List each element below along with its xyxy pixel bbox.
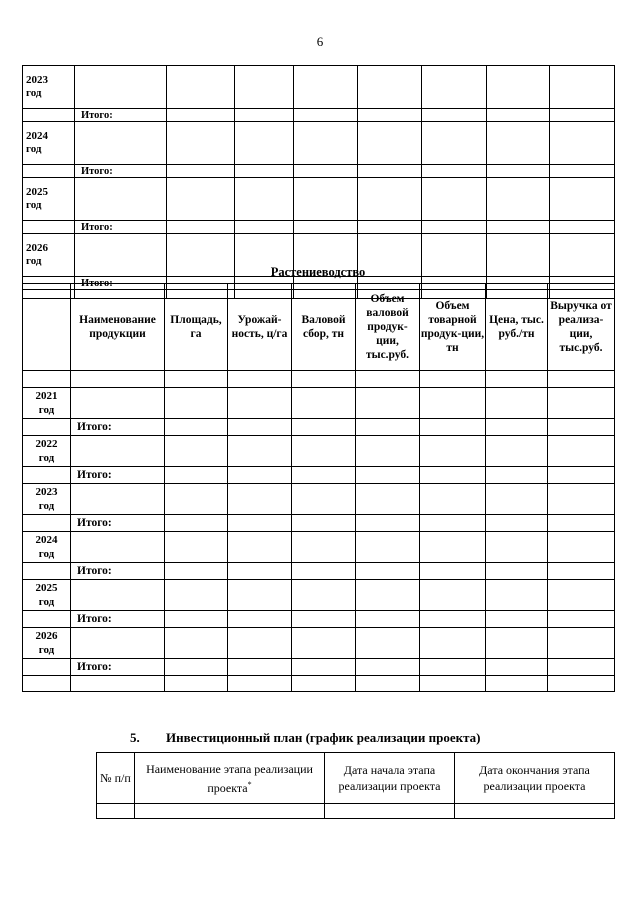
year-label: 2023 год [23, 484, 71, 515]
year-row [23, 628, 615, 659]
table-cell[interactable] [292, 563, 356, 580]
table-cell[interactable] [228, 419, 292, 436]
table-cell[interactable] [165, 388, 228, 419]
table-cell[interactable] [358, 122, 422, 165]
table-cell[interactable] [420, 580, 486, 611]
table-cell[interactable] [420, 388, 486, 419]
table-cell[interactable] [23, 676, 71, 692]
plan-title-text: Инвестиционный план (график реализации проекта) [166, 730, 481, 745]
table-cell[interactable] [420, 371, 486, 388]
table-cell[interactable] [487, 221, 550, 234]
table-cell[interactable] [486, 484, 548, 515]
table-cell[interactable] [356, 515, 420, 532]
page-number: 6 [316, 34, 324, 49]
table-cell[interactable] [228, 563, 292, 580]
table-cell[interactable] [550, 66, 615, 109]
year-label: 2021 год [23, 388, 71, 419]
table-cell[interactable] [420, 563, 486, 580]
table-cell[interactable] [420, 419, 486, 436]
header-cell: Урожай-ность, ц/га [228, 284, 292, 371]
total-label: Итого: [75, 277, 167, 290]
year-label: 2025 год [23, 580, 71, 611]
total-row [23, 109, 615, 122]
year-row [23, 66, 615, 109]
table-cell[interactable] [292, 436, 356, 467]
total-label: Итого: [75, 165, 167, 178]
table-cell[interactable] [422, 221, 487, 234]
year-label: 2023 год [23, 66, 75, 109]
table-cell[interactable] [71, 580, 165, 611]
total-label: Итого: [75, 109, 167, 122]
year-label: 2026 год [23, 628, 71, 659]
table-cell[interactable] [358, 66, 422, 109]
total-label: Итого: [71, 563, 165, 580]
table-cell[interactable] [358, 178, 422, 221]
table-cell[interactable] [548, 676, 615, 692]
table-cell[interactable] [548, 628, 615, 659]
header-cell: Объем валовой продук-ции, тыс.руб. [356, 284, 420, 371]
table-cell[interactable] [487, 122, 550, 165]
table-cell[interactable] [292, 659, 356, 676]
table-cell[interactable] [23, 371, 71, 388]
total-row [23, 467, 615, 484]
table-cell[interactable] [356, 419, 420, 436]
table-cell [23, 515, 71, 532]
table-cell[interactable] [75, 122, 167, 165]
table-cell[interactable] [235, 66, 294, 109]
table-cell[interactable] [165, 484, 228, 515]
table-cell[interactable] [548, 436, 615, 467]
table-cell[interactable] [548, 419, 615, 436]
table-cell[interactable] [292, 515, 356, 532]
table-cell[interactable] [165, 467, 228, 484]
year-label: 2024 год [23, 532, 71, 563]
table-cell[interactable] [165, 419, 228, 436]
table-cell[interactable] [486, 436, 548, 467]
header-cell: Цена, тыс. руб./тн [486, 284, 548, 371]
table-cell[interactable] [71, 388, 165, 419]
total-row [23, 165, 615, 178]
table-cell[interactable] [292, 484, 356, 515]
table-cell[interactable] [358, 165, 422, 178]
table-cell[interactable] [165, 515, 228, 532]
table-cell[interactable] [358, 109, 422, 122]
table-cell[interactable] [548, 580, 615, 611]
table-cell[interactable] [550, 165, 615, 178]
table-cell[interactable] [550, 109, 615, 122]
table-cell[interactable] [292, 532, 356, 563]
table-cell[interactable] [228, 532, 292, 563]
table-cell[interactable] [420, 467, 486, 484]
table-cell[interactable] [356, 580, 420, 611]
year-label: 2022 год [23, 436, 71, 467]
table-cell[interactable] [75, 66, 167, 109]
total-label: Итого: [71, 515, 165, 532]
section-title: Растениеводство [270, 265, 366, 279]
table-cell[interactable] [356, 484, 420, 515]
table-cell[interactable] [548, 611, 615, 628]
header-cell [23, 284, 71, 371]
table-cell[interactable] [486, 563, 548, 580]
header-row [97, 753, 615, 804]
table-cell[interactable] [71, 628, 165, 659]
table-cell[interactable] [486, 371, 548, 388]
total-row [23, 221, 615, 234]
table-cell[interactable] [228, 515, 292, 532]
table-cell[interactable] [294, 221, 358, 234]
table-row [23, 676, 615, 692]
total-row [23, 611, 615, 628]
table-cell[interactable] [228, 388, 292, 419]
table-cell[interactable] [97, 804, 135, 819]
year-row [23, 580, 615, 611]
table-cell[interactable] [356, 611, 420, 628]
year-label: 2026 год [23, 234, 75, 277]
table-cell[interactable] [165, 676, 228, 692]
table-cell[interactable] [356, 676, 420, 692]
total-label: Итого: [71, 611, 165, 628]
table-cell[interactable] [292, 611, 356, 628]
table-cell[interactable] [422, 122, 487, 165]
table-cell[interactable] [486, 676, 548, 692]
header-cell: Объем товарной продук-ции, тн [420, 284, 486, 371]
table-row [23, 371, 615, 388]
table-cell[interactable] [71, 676, 165, 692]
table-cell[interactable] [548, 484, 615, 515]
year-label: 2024 год [23, 122, 75, 165]
table-cell[interactable] [228, 484, 292, 515]
table-cell[interactable] [165, 532, 228, 563]
table-cell[interactable] [135, 804, 325, 819]
table-cell[interactable] [486, 515, 548, 532]
year-row [23, 388, 615, 419]
table-cell[interactable] [228, 611, 292, 628]
table-cell[interactable] [167, 109, 235, 122]
table-cell[interactable] [486, 628, 548, 659]
total-label: Итого: [71, 659, 165, 676]
table-cell[interactable] [548, 659, 615, 676]
table-cell[interactable] [228, 371, 292, 388]
table-cell[interactable] [550, 221, 615, 234]
table-cell [23, 165, 75, 178]
table-cell[interactable] [235, 178, 294, 221]
table-row [97, 804, 615, 819]
total-label: Итого: [75, 221, 167, 234]
table-cell[interactable] [356, 436, 420, 467]
table-cell[interactable] [294, 66, 358, 109]
table-cell[interactable] [356, 467, 420, 484]
table-cell[interactable] [294, 109, 358, 122]
header-stage-name-text: Наименование этапа реализации проекта [146, 761, 313, 795]
table-cell[interactable] [235, 109, 294, 122]
table-cell[interactable] [167, 66, 235, 109]
year-row [23, 532, 615, 563]
table-cell[interactable] [71, 484, 165, 515]
table-cell[interactable] [228, 676, 292, 692]
table-cell[interactable] [486, 388, 548, 419]
table-cell[interactable] [167, 178, 235, 221]
table-cell[interactable] [550, 122, 615, 165]
table-cell [23, 221, 75, 234]
footnote-mark: * [247, 779, 252, 789]
table-cell [23, 109, 75, 122]
table-cell[interactable] [167, 122, 235, 165]
total-label: Итого: [71, 467, 165, 484]
table-cell [23, 563, 71, 580]
table-cell[interactable] [228, 467, 292, 484]
total-row [23, 419, 615, 436]
table-cell[interactable] [420, 676, 486, 692]
table-cell[interactable] [165, 563, 228, 580]
plan-title [130, 730, 480, 746]
total-label: Итого: [71, 419, 165, 436]
table-cell [23, 659, 71, 676]
table-cell[interactable] [71, 436, 165, 467]
table-cell[interactable] [167, 221, 235, 234]
table-cell[interactable] [356, 659, 420, 676]
table-cell[interactable] [165, 371, 228, 388]
table-cell[interactable] [235, 165, 294, 178]
table-cell[interactable] [71, 532, 165, 563]
table-cell[interactable] [420, 659, 486, 676]
table-cell[interactable] [487, 109, 550, 122]
table-cell[interactable] [422, 165, 487, 178]
table-cell[interactable] [228, 580, 292, 611]
table-cell[interactable] [486, 580, 548, 611]
table-cell[interactable] [548, 371, 615, 388]
table-cell[interactable] [486, 532, 548, 563]
header-cell: Валовой сбор, тн [292, 284, 356, 371]
table-cell[interactable] [422, 109, 487, 122]
table-cell[interactable] [548, 532, 615, 563]
table-cell[interactable] [486, 659, 548, 676]
table-cell[interactable] [165, 436, 228, 467]
header-cell: Выручка от реализа-ции, тыс.руб. [548, 284, 615, 371]
total-row [23, 659, 615, 676]
table-cell[interactable] [235, 122, 294, 165]
crop-production-table [22, 283, 615, 692]
table-cell[interactable] [165, 628, 228, 659]
table-cell[interactable] [487, 66, 550, 109]
table-cell[interactable] [228, 436, 292, 467]
table-cell[interactable] [356, 563, 420, 580]
continuation-table [22, 65, 615, 299]
table-cell[interactable] [548, 515, 615, 532]
total-row [23, 563, 615, 580]
plan-number: 5. [130, 730, 140, 745]
table-cell[interactable] [294, 178, 358, 221]
table-cell[interactable] [487, 178, 550, 221]
year-row [23, 484, 615, 515]
table-cell [23, 467, 71, 484]
table-cell[interactable] [292, 628, 356, 659]
header-cell: Наименование продукции [71, 284, 165, 371]
table-cell[interactable] [420, 628, 486, 659]
year-row [23, 178, 615, 221]
table-cell[interactable] [292, 419, 356, 436]
table-cell[interactable] [548, 467, 615, 484]
table-cell[interactable] [165, 611, 228, 628]
table-cell[interactable] [292, 467, 356, 484]
table-cell[interactable] [228, 659, 292, 676]
table-cell[interactable] [356, 388, 420, 419]
table-cell[interactable] [356, 371, 420, 388]
table-cell[interactable] [420, 611, 486, 628]
table-cell[interactable] [422, 178, 487, 221]
table-cell [23, 611, 71, 628]
header-num: № п/п [97, 753, 135, 804]
table-cell[interactable] [420, 515, 486, 532]
table-cell[interactable] [292, 676, 356, 692]
table-cell[interactable] [165, 580, 228, 611]
table-cell[interactable] [548, 388, 615, 419]
table-cell[interactable] [292, 388, 356, 419]
table-cell[interactable] [167, 165, 235, 178]
table-cell[interactable] [420, 436, 486, 467]
table-cell[interactable] [358, 221, 422, 234]
investment-plan-table [96, 752, 615, 819]
table-cell[interactable] [455, 804, 615, 819]
table-cell[interactable] [550, 178, 615, 221]
table-cell[interactable] [71, 371, 165, 388]
table-cell[interactable] [486, 611, 548, 628]
year-label: 2025 год [23, 178, 75, 221]
year-row [23, 436, 615, 467]
table-cell[interactable] [235, 221, 294, 234]
table-cell[interactable] [294, 122, 358, 165]
year-row [23, 122, 615, 165]
table-cell[interactable] [487, 165, 550, 178]
table-cell[interactable] [422, 66, 487, 109]
table-cell[interactable] [75, 178, 167, 221]
header-cell: Площадь, га [165, 284, 228, 371]
table-cell[interactable] [356, 628, 420, 659]
header-stage-name [135, 753, 325, 804]
header-row [23, 284, 615, 371]
table-cell[interactable] [548, 563, 615, 580]
table-cell[interactable] [420, 532, 486, 563]
table-cell [23, 419, 71, 436]
table-cell[interactable] [486, 467, 548, 484]
table-cell[interactable] [165, 659, 228, 676]
table-cell[interactable] [325, 804, 455, 819]
table-cell[interactable] [228, 628, 292, 659]
table-cell[interactable] [356, 532, 420, 563]
total-row [23, 515, 615, 532]
table-cell[interactable] [486, 419, 548, 436]
table-cell[interactable] [294, 165, 358, 178]
table-cell[interactable] [292, 371, 356, 388]
table-cell[interactable] [420, 484, 486, 515]
table-cell[interactable] [292, 580, 356, 611]
header-start-date: Дата начала этапа реализации проекта [325, 753, 455, 804]
header-end-date: Дата окончания этапа реализации проекта [455, 753, 615, 804]
